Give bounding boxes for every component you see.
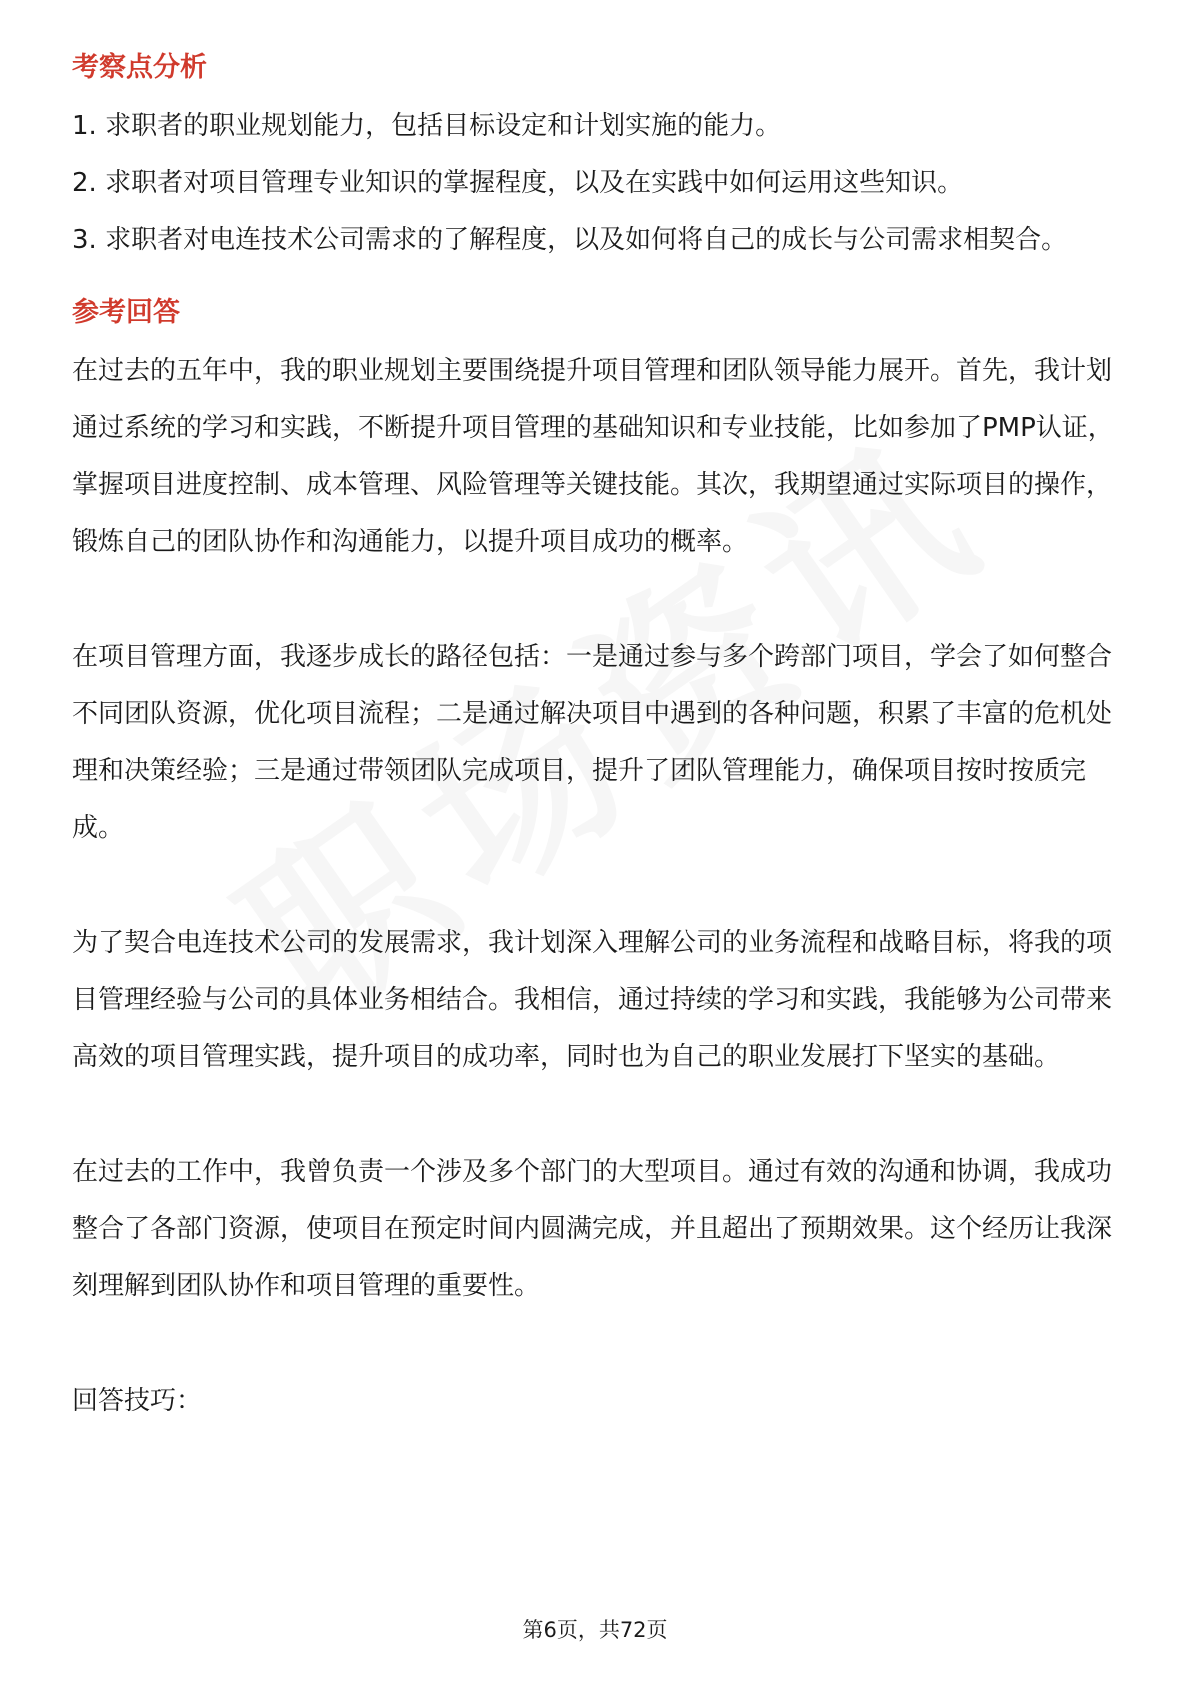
analysis-item: 1. 求职者的职业规划能力，包括目标设定和计划实施的能力。: [72, 111, 782, 141]
section-heading-answer: 参考回答: [72, 297, 180, 328]
answer-paragraph: 在过去的五年中，我的职业规划主要围绕提升项目管理和团队领导能力展开。首先，我计划通过系统的学习和实践，不断提升项目管理的基础知识和专业技能，比如参加了PMP认证，掌握项目进度控制、成本管理、风险管理等关键技能。其次，我期望通过实际项目的操作，锻炼自己的团队协作和沟通能力，以提升项目成功的概率。: [72, 356, 1114, 557]
section-heading-analysis: 考察点分析: [72, 52, 207, 83]
analysis-item: 2. 求职者对项目管理专业知识的掌握程度，以及在实践中如何运用这些知识。: [72, 168, 964, 198]
page-content: [72, 48, 1122, 1430]
answer-paragraph: 在过去的工作中，我曾负责一个涉及多个部门的大型项目。通过有效的沟通和协调，我成功整合了各部门资源，使项目在预定时间内圆满完成，并且超出了预期效果。这个经历让我深刻理解到团队协作和项目管理的重要性。: [72, 1157, 1113, 1301]
answer-paragraph: 为了契合电连技术公司的发展需求，我计划深入理解公司的业务流程和战略目标，将我的项目管理经验与公司的具体业务相结合。我相信，通过持续的学习和实践，我能够为公司带来高效的项目管理实践，提升项目的成功率，同时也为自己的职业发展打下坚实的基础。: [72, 928, 1113, 1072]
answer-tips-label: 回答技巧：: [72, 1386, 203, 1416]
page-number: 第6页，共72页: [522, 1618, 668, 1642]
answer-paragraph: 在项目管理方面，我逐步成长的路径包括：一是通过参与多个跨部门项目，学会了如何整合不同团队资源，优化项目流程；二是通过解决项目中遇到的各种问题，积累了丰富的危机处理和决策经验；三是通过带领团队完成项目，提升了团队管理能力，确保项目按时按质完成。: [72, 642, 1113, 843]
analysis-item: 3. 求职者对电连技术公司需求的了解程度，以及如何将自己的成长与公司需求相契合。: [72, 225, 1068, 255]
